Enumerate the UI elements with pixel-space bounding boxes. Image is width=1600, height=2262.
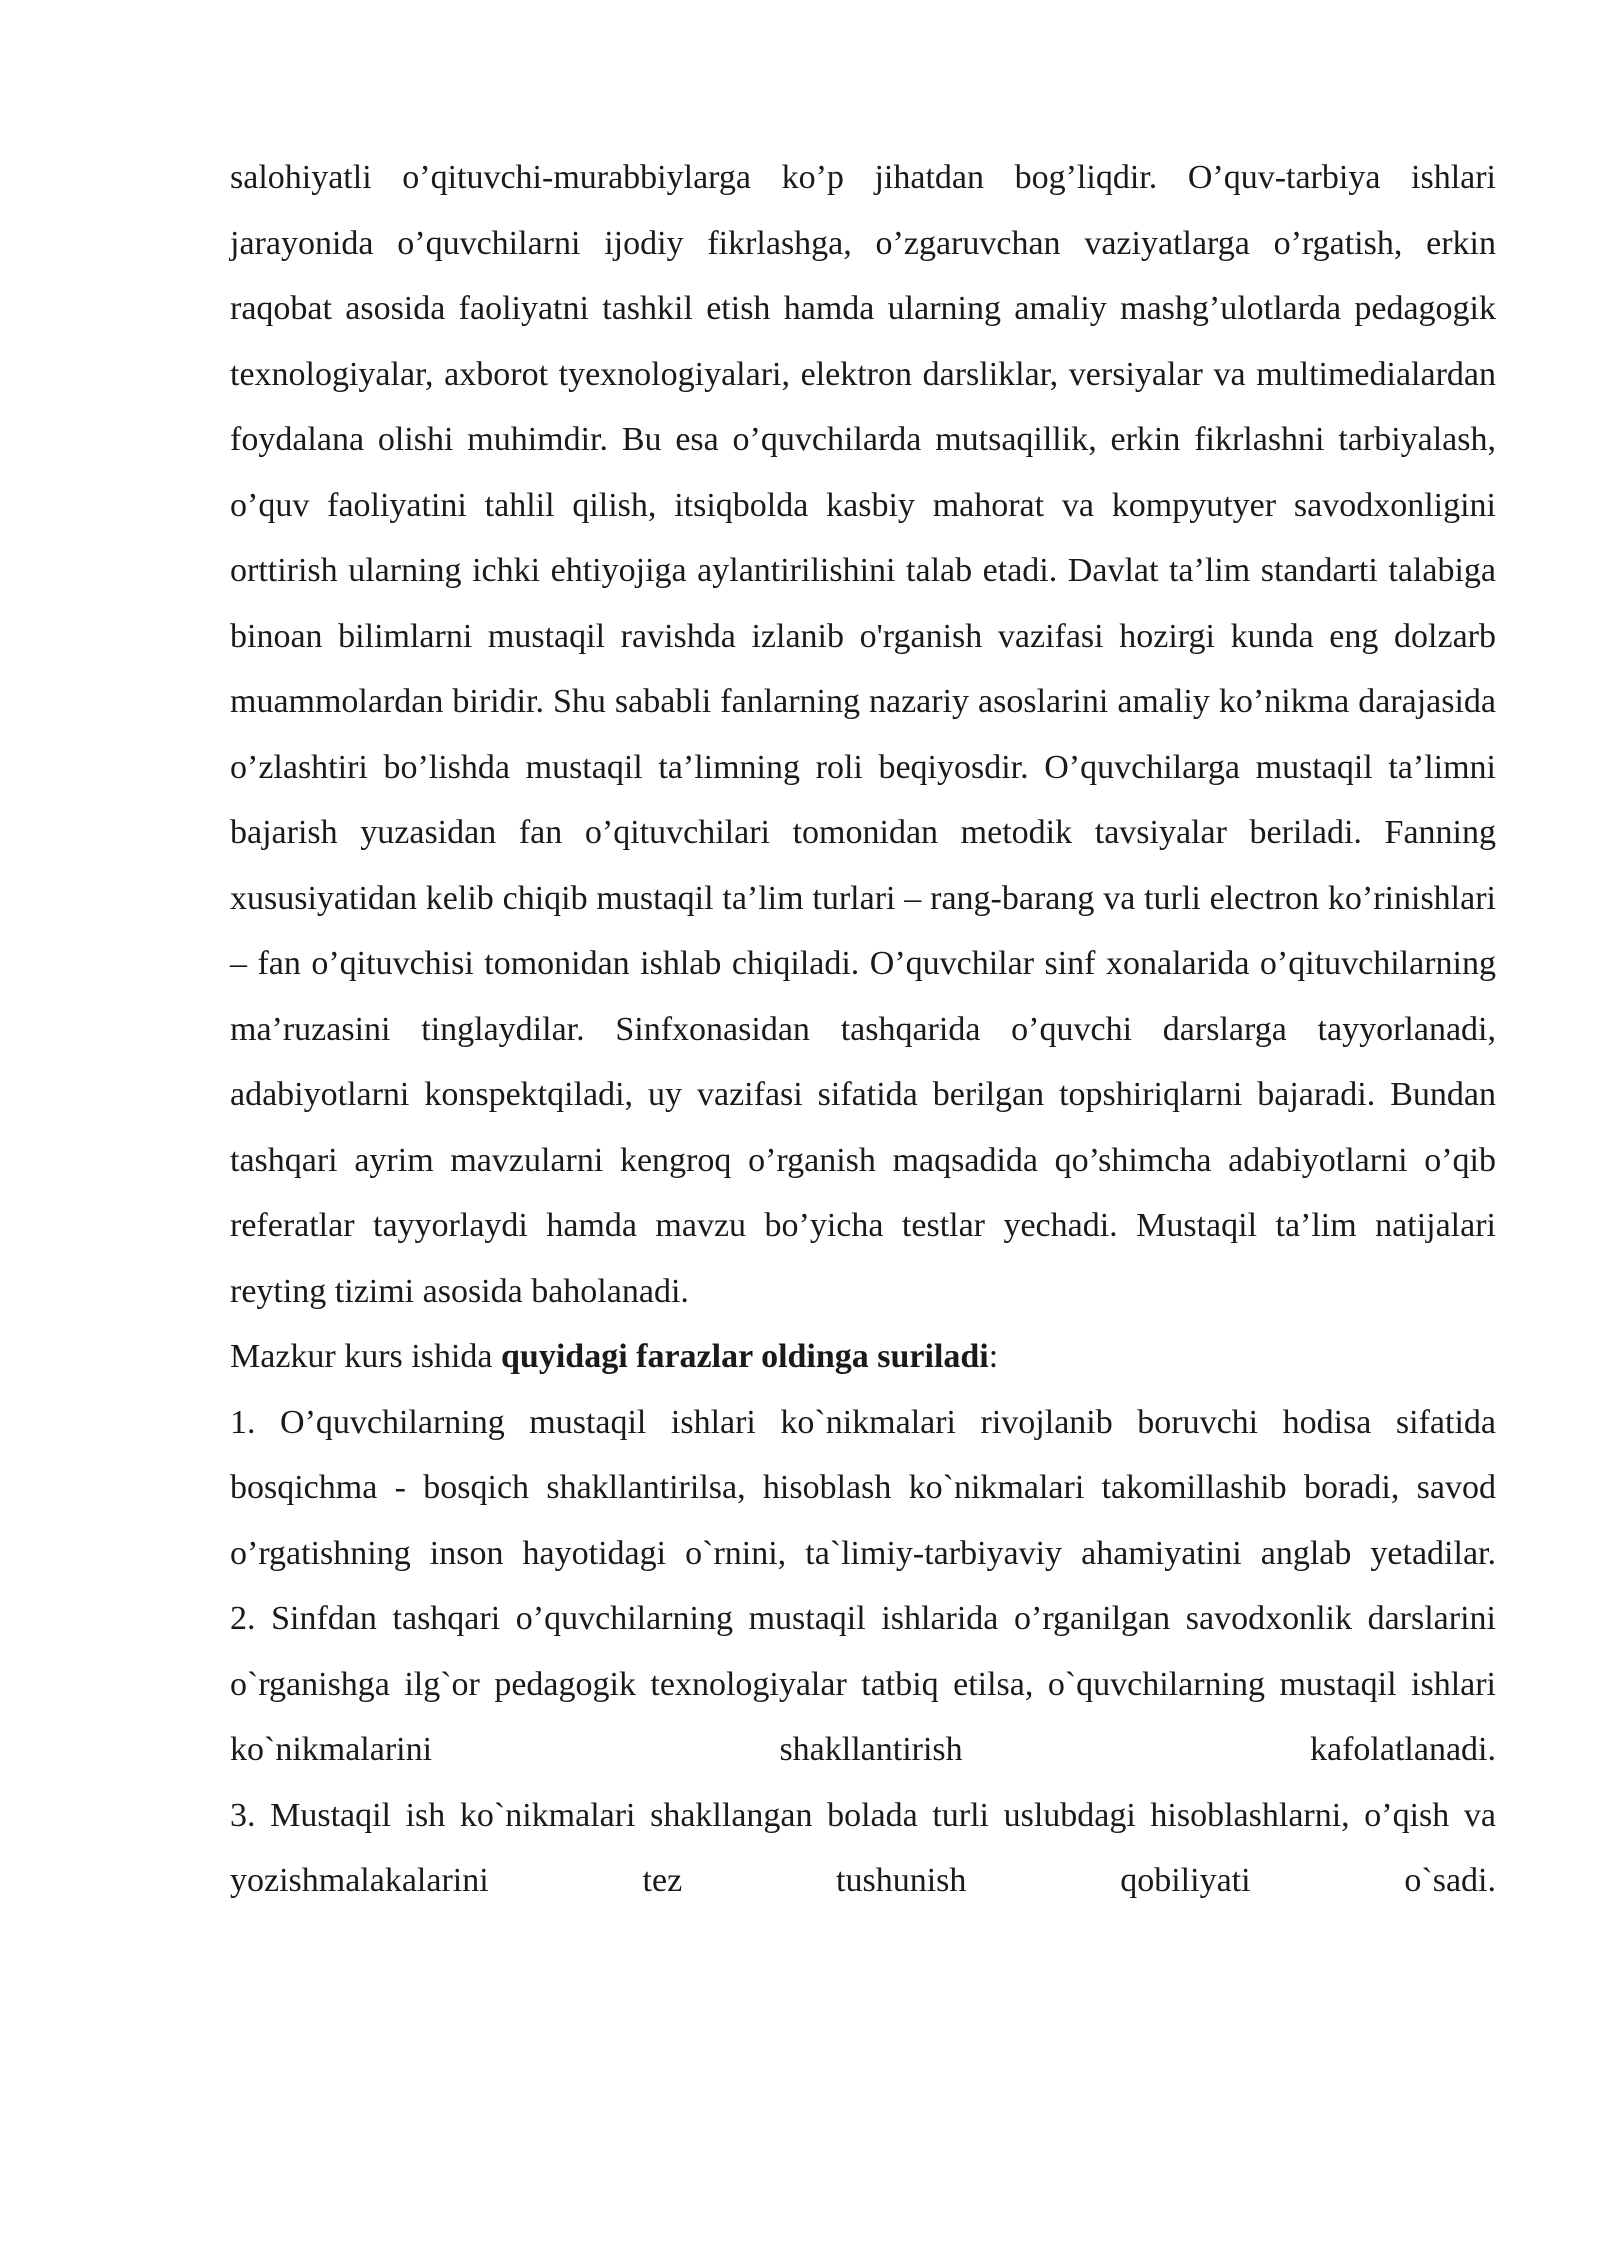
hypothesis-item-3: 3. Mustaqil ish ko`nikmalari shakllangan bolada turli uslubdagi hisoblashlarni, o’qish va yozishmalakalarini tez tushunish qobiliyati o`sadi. (230, 1796, 1496, 1899)
hypothesis-item-2: 2. Sinfdan tashqari o’quvchilarning mustaqil ishlarida o’rganilgan savodxonlik darslarini o`rganishga ilg`or pedagogik texnologiyalar tatbiq etilsa, o`quvchilarning mustaqil ishlari ko`nikmalarini shakllantirish kafolatlanadi. (230, 1600, 1496, 1768)
hypothesis-intro (230, 1324, 1496, 1390)
hypothesis-item-1: 1. O’quvchilarning mustaqil ishlari ko`nikmalari rivojlanib boruvchi hodisa sifatida bosqichma - bosqich shakllantirilsa, hisoblash ko`nikmalari takomillashib boradi, savod o’rgatishning inson hayotidagi o`rnini, ta`limiy-tarbiyaviy ahamiyatini anglab yetadilar. (230, 1403, 1496, 1572)
body-paragraph: salohiyatli o’qituvchi-murabbiylarga ko’p jihatdan bog’liqdir. O’quv-tarbiya ishlari jarayonida o’quvchilarni ijodiy fikrlashga, o’zgaruvchan vaziyatlarga o’rgatish, erkin raqobat asosida faoliyatni tashkil etish hamda ularning amaliy mashg’ulotlarda pedagogik texnologiyalar, axborot tyexnologiyalari, elektron darsliklar, versiyalar va multimedialardan foydalana olishi muhimdir. Bu esa o’quvchilarda mutsaqillik, erkin fikrlashni tarbiyalash, o’quv faoliyatini tahlil qilish, itsiqbolda kasbiy mahorat va kompyutyer savodxonligini orttirish ularning ichki ehtiyojiga aylantirilishini talab etadi. Davlat ta’lim standarti talabiga binoan bilimlarni mustaqil ravishda izlanib o'rganish vazifasi hozirgi kunda eng dolzarb muammolardan biridir. Shu sababli fanlarning nazariy asoslarini amaliy ko’nikma darajasida o’zlashtiri bo’lishda mustaqil ta’limning roli beqiyosdir. O’quvchilarga mustaqil ta’limni bajarish yuzasidan fan o’qituvchilari tomonidan metodik tavsiyalar beriladi. Fanning xususiyatidan kelib chiqib mustaqil ta’lim turlari – rang-barang va turli electron ko’rinishlari – fan o’qituvchisi tomonidan ishlab chiqiladi. O’quvchilar sinf xonalarida o’qituvchilarning ma’ruzasini tinglaydilar. Sinfxonasidan tashqarida o’quvchi darslarga tayyorlanadi, adabiyotlarni konspektqiladi, uy vazifasi sifatida berilgan topshiriqlarni bajaradi. Bundan tashqari ayrim mavzularni kengroq o’rganish maqsadida qo’shimcha adabiyotlarni o’qib referatlar tayyorlaydi hamda mavzu bo’yicha testlar yechadi. Mustaqil ta’lim natijalari reyting tizimi asosida baholanadi. (230, 159, 1496, 1310)
document-body (230, 145, 1496, 1914)
hypothesis-intro-bold: quyidagi farazlar oldinga suriladi (501, 1338, 989, 1375)
hypothesis-intro-prefix: Mazkur kurs ishida (230, 1338, 502, 1375)
hypothesis-intro-suffix: : (988, 1338, 999, 1375)
